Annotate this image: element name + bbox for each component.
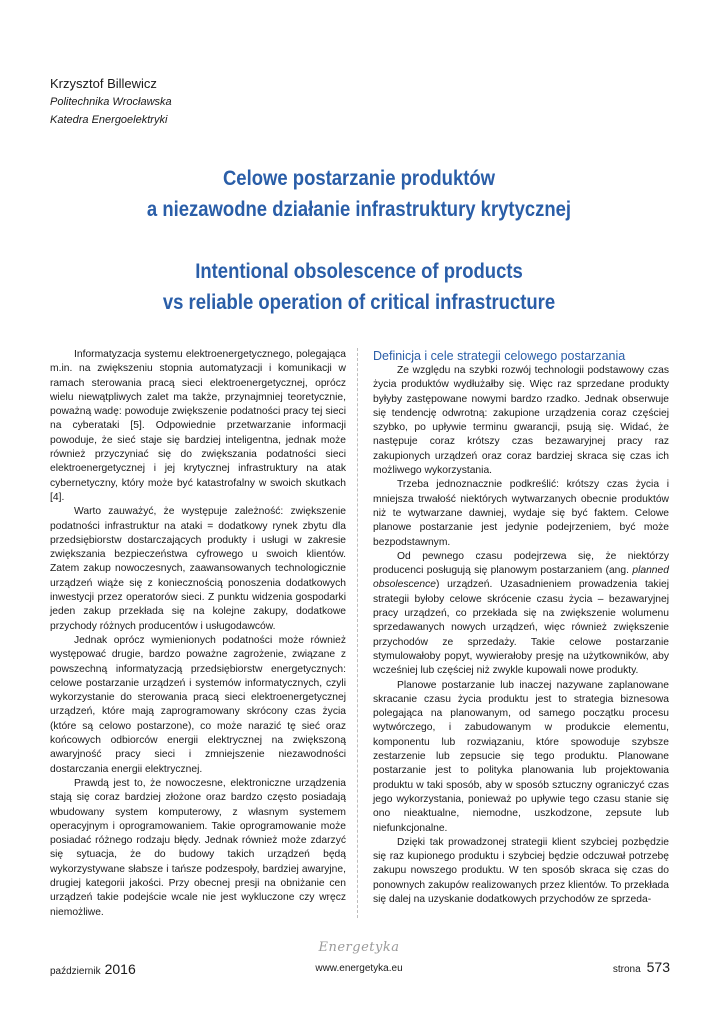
journal-logo: Energetyka [318, 940, 400, 955]
title-english-line-2: vs reliable operation of critical infrastructure [162, 291, 556, 314]
author-block [50, 75, 172, 129]
column-divider [357, 348, 358, 918]
author-affiliation-department: Katedra Energoelektryki [50, 114, 168, 126]
page-footer [0, 958, 718, 980]
paragraph: Planowe postarzanie lub inaczej nazywane zaplanowane skracanie czasu życia produktu jest to strategia biznesowa polegająca na planowanym, od samego początku procesu wytwórczego, i zabudowanym w produkcie elementu, komponentu lub rozwiązaniu, które spowoduje szybsze zestarzenie lub zepsucie się tego produktu. Planowane postarzanie jest to polityka planowania lub projektowania produktu w taki sposób, aby w sposób sztuczny ograniczyć czas jego wykorzystania, ponieważ po upływie tego czasu stanie się ono nieaktualne, niemodne, uszkodzone, zepsute lub niefunkcjonalne. [373, 679, 669, 834]
footer-page-number: 573 [646, 959, 670, 975]
title-polish-line-2: a niezawodne działanie infrastruktury krytycznej [146, 198, 572, 221]
paragraph: Prawdą jest to, że nowoczesne, elektroniczne urządzenia stają się coraz bardziej złożone oraz bardzo często posiadają wbudowany system komputerowy, z własnym systemem operacyjnym i oprogramowaniem. Takie oprogramowanie może posiadać różnego rodzaju błędy. Jednak również może zdarzyć się sytuacja, że do budowy takich urządzeń będą wykorzystywane słabsze i tańsze podzespoły, bardziej awaryjne, drugiej kategorii jakości. Przy obecnej presji na obniżanie cen urządzeń takie podejście wcale nie jest wykluczone czy wręcz niemożliwe. [50, 777, 346, 918]
section-heading: Definicja i cele strategii celowego postarzania [373, 349, 626, 363]
right-column [373, 348, 669, 907]
author-affiliation-university: Politechnika Wrocławska [50, 96, 172, 108]
footer-year: 2016 [104, 961, 136, 977]
paragraph: Ze względu na szybki rozwój technologii podstawowy czas życia produktów wydłużałby się. Więc raz sprzedane produkty byłyby zastępowane nowymi bardzo rzadko. Jednak obserwuje się tendencję odwrotną: zakupione urządzenia coraz częściej szybko, po upływie terminu gwarancji, psują się. Widać, że następuje coraz krótszy czas bezawaryjnej pracy raz zakupionych urządzeń oraz coraz bardziej skraca się czas ich możliwego wykorzystania. [373, 365, 669, 477]
footer-month: październik [50, 966, 101, 977]
left-column [50, 348, 346, 920]
paragraph: Od pewnego czasu podejrzewa się, że niektórzy producenci posługują się planowym postarzaniem (ang. planned obsolescence) urządzeń. Uzasadnieniem prowadzenia takiej strategii byłoby celowe skrócenie czasu życia – bezawaryjnej pracy urządzeń, co przekłada się na zwiększenie wolumenu sprzedawanych nowych urządzeń, więc również zwiększenie przychodów ze sprzedaży. Takie celowe postarzanie stymulowałoby popyt, wywierałoby presję na użytkowników, aby wcześniej lub częściej niż zwykle kupowali nowe produkty. [373, 550, 669, 677]
paragraph: Warto zauważyć, że występuje zależność: zwiększenie podatności infrastruktur na ataki = dodatkowy rynek zbytu dla przedsiębiorstw dostarczających produkty i usługi w zakresie zwiększania bezpieczeństwa cyfrowego u swoich klientów. Zatem zakup nowoczesnych, zaawansowanych technologicznie urządzeń wiąże się z koniecznością ponoszenia dodatkowych inwestycji przez operatorów sieci. Z punktu widzenia gospodarki jeden zakup przekłada się na kolejne zakupy, dodatkowe przychody różnych producentów i usługodawców. [50, 506, 346, 632]
paragraph: Trzeba jednoznacznie podkreślić: krótszy czas życia i mniejsza trwałość niektórych wytwarzanych obecnie produktów niż te wytwarzane dawniej, wydaje się być faktem. Celowe planowe postarzanie jest jedynie podejrzeniem, być może bezpodstawnym. [373, 479, 669, 548]
footer-page [613, 959, 670, 975]
english-term: planned obsolescence [373, 565, 669, 591]
title-english [0, 256, 718, 318]
paragraph: Informatyzacja systemu elektroenergetycznego, polegająca m.in. na zwiększeniu stopnia automatyzacji i komunikacji w ramach sterowania pracą sieci elektroenergetycznej, oprócz wielu niewątpliwych zalet ma także, przynajmniej teoretycznie, poważną wadę: powoduje zwiększenie podatności pracy tej sieci na cyberataki [5]. Odpowiednie przetwarzanie informacji powoduje, że sieć staje się bardziej inteligentna, jednak może również przyczyniać się do zwiększania podatności sieci elektroenergetycznej i jej krytycznej infrastruktury na atak cybernetyczny, który może być katastrofalny w swoich skutkach [4]. [50, 349, 346, 503]
title-english-line-1: Intentional obsolescence of products [195, 260, 523, 283]
footer-url: www.energetyka.eu [315, 963, 403, 974]
title-polish-line-1: Celowe postarzanie produktów [222, 167, 496, 190]
title-polish [0, 163, 718, 225]
paragraph: Jednak oprócz wymienionych podatności może również występować drugie, bardzo poważne zagrożenie, związane z powszechną informatyzacją przedsiębiorstw energetycznych: celowe postarzanie urządzeń i systemów informatycznych, czyli wykorzystanie do sterowania pracą sieci elektroenergetycznej urządzeń, które mają zaprogramowany skrócony czas życia (które są celowo postarzone), co może narazić tę sieć oraz końcowych odbiorców energii elektrycznej na zwiększoną awaryjność pracy sieci i zmniejszenie niezawodności dostarczania energii elektrycznej. [50, 634, 346, 775]
author-name: Krzysztof Billewicz [50, 76, 157, 91]
paragraph: Dzięki tak prowadzonej strategii klient szybciej pozbędzie się raz kupionego produktu i szybciej będzie odczuwał potrzebę zakupu nowszego produktu. W ten sposób skraca się czas do ponownych zakupów realizowanych przez klientów. To przekłada się dalej na uzyskanie dodatkowych przychodów ze sprzeda- [373, 836, 669, 905]
footer-page-label: strona [612, 964, 641, 975]
